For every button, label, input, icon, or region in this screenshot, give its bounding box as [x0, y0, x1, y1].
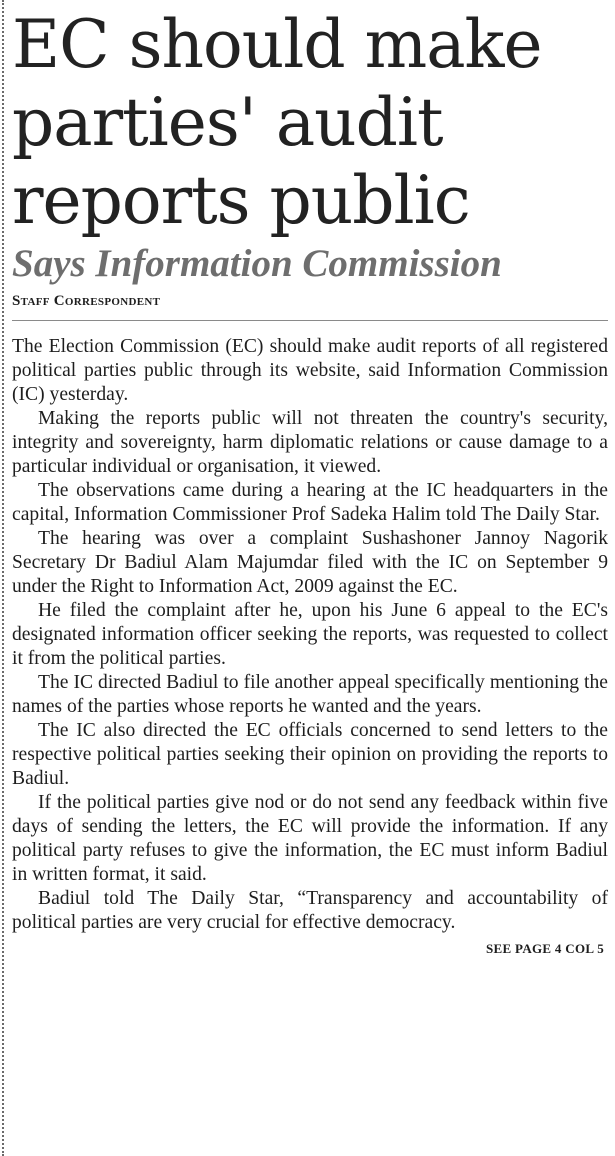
paragraph: The IC directed Badiul to file another appeal specifically mentioning the names of the parties whose reports he wanted and the years.: [12, 672, 608, 717]
paragraph: Badiul told The Daily Star, “Transparency and accountability of political parties are very crucial for effective democracy.: [12, 888, 608, 933]
news-article: [12, 0, 608, 957]
paragraph: He filed the complaint after he, upon his June 6 appeal to the EC's designated information officer seeking the reports, was requested to collect it from the political parties.: [12, 600, 608, 669]
paragraph: The Election Commission (EC) should make audit reports of all registered political parties public through its website, said Information Commission (IC) yesterday.: [12, 336, 608, 405]
paragraph: Making the reports public will not threaten the country's security, integrity and sovereignty, harm diplomatic relations or cause damage to a particular individual or organisation, it viewed.: [12, 408, 608, 477]
headline-line-1: EC should make: [12, 6, 542, 83]
headline-line-3: reports public: [12, 162, 470, 239]
continuation-note: SEE PAGE 4 COL 5: [486, 941, 604, 956]
paragraph: The hearing was over a complaint Sushashoner Jannoy Nagorik Secretary Dr Badiul Alam Majumdar filed with the IC on September 9 under the Right to Information Act, 2009 against the EC.: [12, 528, 608, 597]
article-body: [12, 335, 608, 935]
paragraph: If the political parties give nod or do not send any feedback within five days of sending the letters, the EC will provide the information. If any political party refuses to give the information, the EC must inform Badiul in written format, it said.: [12, 792, 608, 885]
byline: Staff Correspondent: [12, 293, 161, 309]
column-dotted-rule: [2, 0, 4, 1156]
subheadline: Says Information Commission: [12, 242, 502, 285]
paragraph: The observations came during a hearing at the IC headquarters in the capital, Information Commissioner Prof Sadeka Halim told The Daily Star.: [12, 480, 608, 525]
headline-line-2: parties' audit: [12, 84, 443, 161]
byline-divider: [12, 320, 608, 321]
paragraph: The IC also directed the EC officials concerned to send letters to the respective political parties seeking their opinion on providing the reports to Badiul.: [12, 720, 608, 789]
headline: [12, 0, 608, 240]
